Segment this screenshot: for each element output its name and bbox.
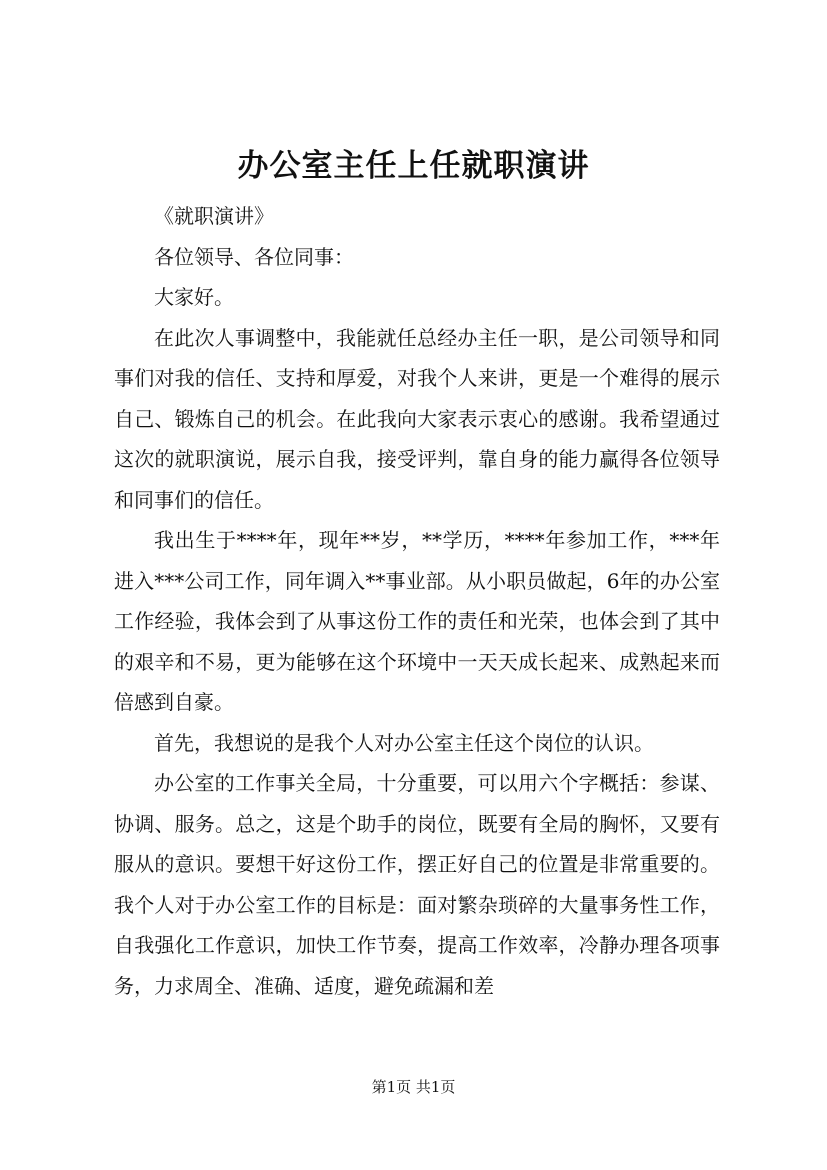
paragraph-background: 我出生于****年，现年**岁，**学历，****年参加工作，***年进入***公司工作，同年调入**事业部。从小职员做起，6年的办公室工作经验，我体会到了从事这份工作的责任和光荣，也体会到了其中的艰辛和不易，更为能够在这个环境中一天天成长起来、成熟起来而倍感到自豪。 bbox=[114, 528, 720, 714]
paragraph-salutation: 各位领导、各位同事： bbox=[154, 244, 354, 269]
paragraph-office-role: 办公室的工作事关全局，十分重要，可以用六个字概括：参谋、协调、服务。总之，这是个助手的岗位，既要有全局的胸怀，又要有服从的意识。要想干好这份工作，摆正好自己的位置是非常重要的。我个人对于办公室工作的目标是：面对繁杂琐碎的大量事务性工作，自我强化工作意识，加快工作节奏，提高工作效率，冷静办理各项事务，力求周全、准确、适度，避免疏漏和差 bbox=[114, 771, 720, 998]
paragraph-intro-understanding: 首先，我想说的是我个人对办公室主任这个岗位的认识。 bbox=[154, 730, 654, 755]
document-title: 办公室主任上任就职演讲 bbox=[237, 148, 590, 184]
page-footer: 第1页 共1页 bbox=[371, 1078, 456, 1096]
paragraph-appointment: 在此次人事调整中，我能就任总经办主任一职，是公司领导和同事们对我的信任、支持和厚爱，对我个人来讲，更是一个难得的展示自己、锻炼自己的机会。在此我向大家表示衷心的感谢。我希望通过这次的就职演说，展示自我，接受评判，靠自身的能力赢得各位领导和同事们的信任。 bbox=[114, 325, 720, 512]
document-body bbox=[114, 196, 720, 1006]
paragraph-greeting: 大家好。 bbox=[154, 285, 234, 309]
paragraph-subtitle: 《就职演讲》 bbox=[154, 204, 274, 228]
